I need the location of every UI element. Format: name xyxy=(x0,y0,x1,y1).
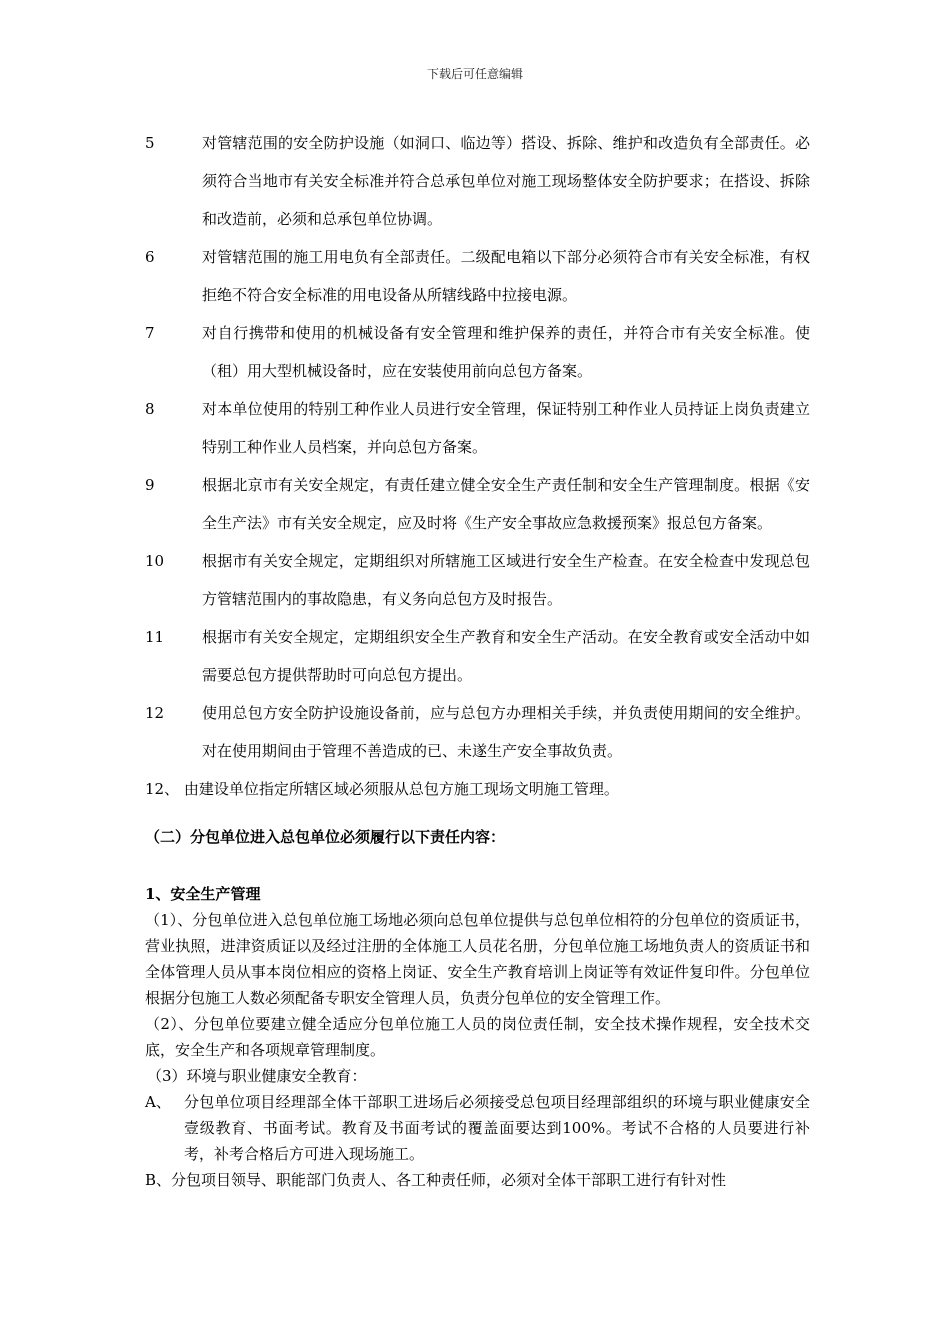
body-content xyxy=(145,907,810,1193)
list-item xyxy=(145,466,810,542)
special-list-item: 12、 由建设单位指定所辖区域必须服从总包方施工现场文明施工管理。 xyxy=(145,780,619,798)
list-item xyxy=(145,390,810,466)
item-number: 6 xyxy=(145,248,155,266)
item-text: 对本单位使用的特别工种作业人员进行安全管理，保证特别工种作业人员持证上岗负责建立特别工种作业人员档案，并向总包方备案。 xyxy=(202,400,810,456)
item-number: 7 xyxy=(145,324,155,342)
list-item xyxy=(145,542,810,618)
list-item xyxy=(145,618,810,694)
item-number: 12 xyxy=(145,704,165,722)
item-text: 根据市有关安全规定，定期组织安全生产教育和安全生产活动。在安全教育或安全活动中如需要总包方提供帮助时可向总包方提出。 xyxy=(202,628,810,684)
item-text: 对自行携带和使用的机械设备有安全管理和维护保养的责任，并符合市有关安全标准。使（租）用大型机械设备时，应在安装使用前向总包方备案。 xyxy=(202,324,810,380)
numbered-responsibility-list xyxy=(145,124,810,808)
list-item xyxy=(145,314,810,390)
paragraph: （2）、分包单位要建立健全适应分包单位施工人员的岗位责任制，安全技术操作规程，安全技术交底，安全生产和各项规章管理制度。 xyxy=(145,1015,810,1059)
paragraph: （3）环境与职业健康安全教育： xyxy=(147,1067,367,1085)
item-number: 11 xyxy=(145,628,165,646)
alpha-item-label: A、 xyxy=(145,1093,171,1111)
alpha-item-text: 分包单位项目经理部全体干部职工进场后必须接受总包项目经理部组织的环境与职业健康安全壹级教育、书面考试。教育及书面考试的覆盖面要达到100%。考试不合格的人员要进行补考，补考合格后方可进入现场施工。 xyxy=(184,1093,810,1163)
item-text: 根据北京市有关安全规定，有责任建立健全安全生产责任制和安全生产管理制度。根据《安全生产法》市有关安全规定，应及时将《生产安全事故应急救援预案》报总包方备案。 xyxy=(202,476,810,532)
item-number: 9 xyxy=(145,476,155,494)
paragraph: （1）、分包单位进入总包单位施工场地必须向总包单位提供与总包单位相符的分包单位的资质证书，营业执照，进津资质证以及经过注册的全体施工人员花名册，分包单位施工场地负责人的资质证书和全体管理人员从事本岗位相应的资格上岗证、安全生产教育培训上岗证等有效证件复印件。分包单位根据分包施工人数必须配备专职安全管理人员，负责分包单位的安全管理工作。 xyxy=(145,911,810,1007)
item-text: 对管辖范围的施工用电负有全部责任。二级配电箱以下部分必须符合市有关安全标准，有权拒绝不符合安全标准的用电设备从所辖线路中拉接电源。 xyxy=(202,248,810,304)
subsection-heading: 1、安全生产管理 xyxy=(145,885,261,903)
item-text: 根据市有关安全规定，定期组织对所辖施工区域进行安全生产检查。在安全检查中发现总包方管辖范围内的事故隐患，有义务向总包方及时报告。 xyxy=(202,552,810,608)
item-text: 对管辖范围的安全防护设施（如洞口、临边等）搭设、拆除、维护和改造负有全部责任。必须符合当地市有关安全标准并符合总承包单位对施工现场整体安全防护要求；在搭设、拆除和改造前，必须和总承包单位协调。 xyxy=(202,134,810,228)
item-number: 5 xyxy=(145,134,155,152)
list-item xyxy=(145,694,810,770)
list-item xyxy=(145,124,810,238)
item-text: 使用总包方安全防护设施设备前，应与总包方办理相关手续，并负责使用期间的安全维护。对在使用期间由于管理不善造成的已、未遂生产安全事故负责。 xyxy=(202,704,810,760)
list-item xyxy=(145,238,810,314)
item-number: 10 xyxy=(145,552,165,570)
section-heading: （二）分包单位进入总包单位必须履行以下责任内容： xyxy=(145,828,506,846)
item-number: 8 xyxy=(145,400,155,418)
paragraph: B、分包项目领导、职能部门负责人、各工种责任师，必须对全体干部职工进行有针对性 xyxy=(145,1171,727,1189)
page-header: 下载后可任意编辑 xyxy=(426,67,523,81)
alpha-list-item xyxy=(145,1089,810,1167)
